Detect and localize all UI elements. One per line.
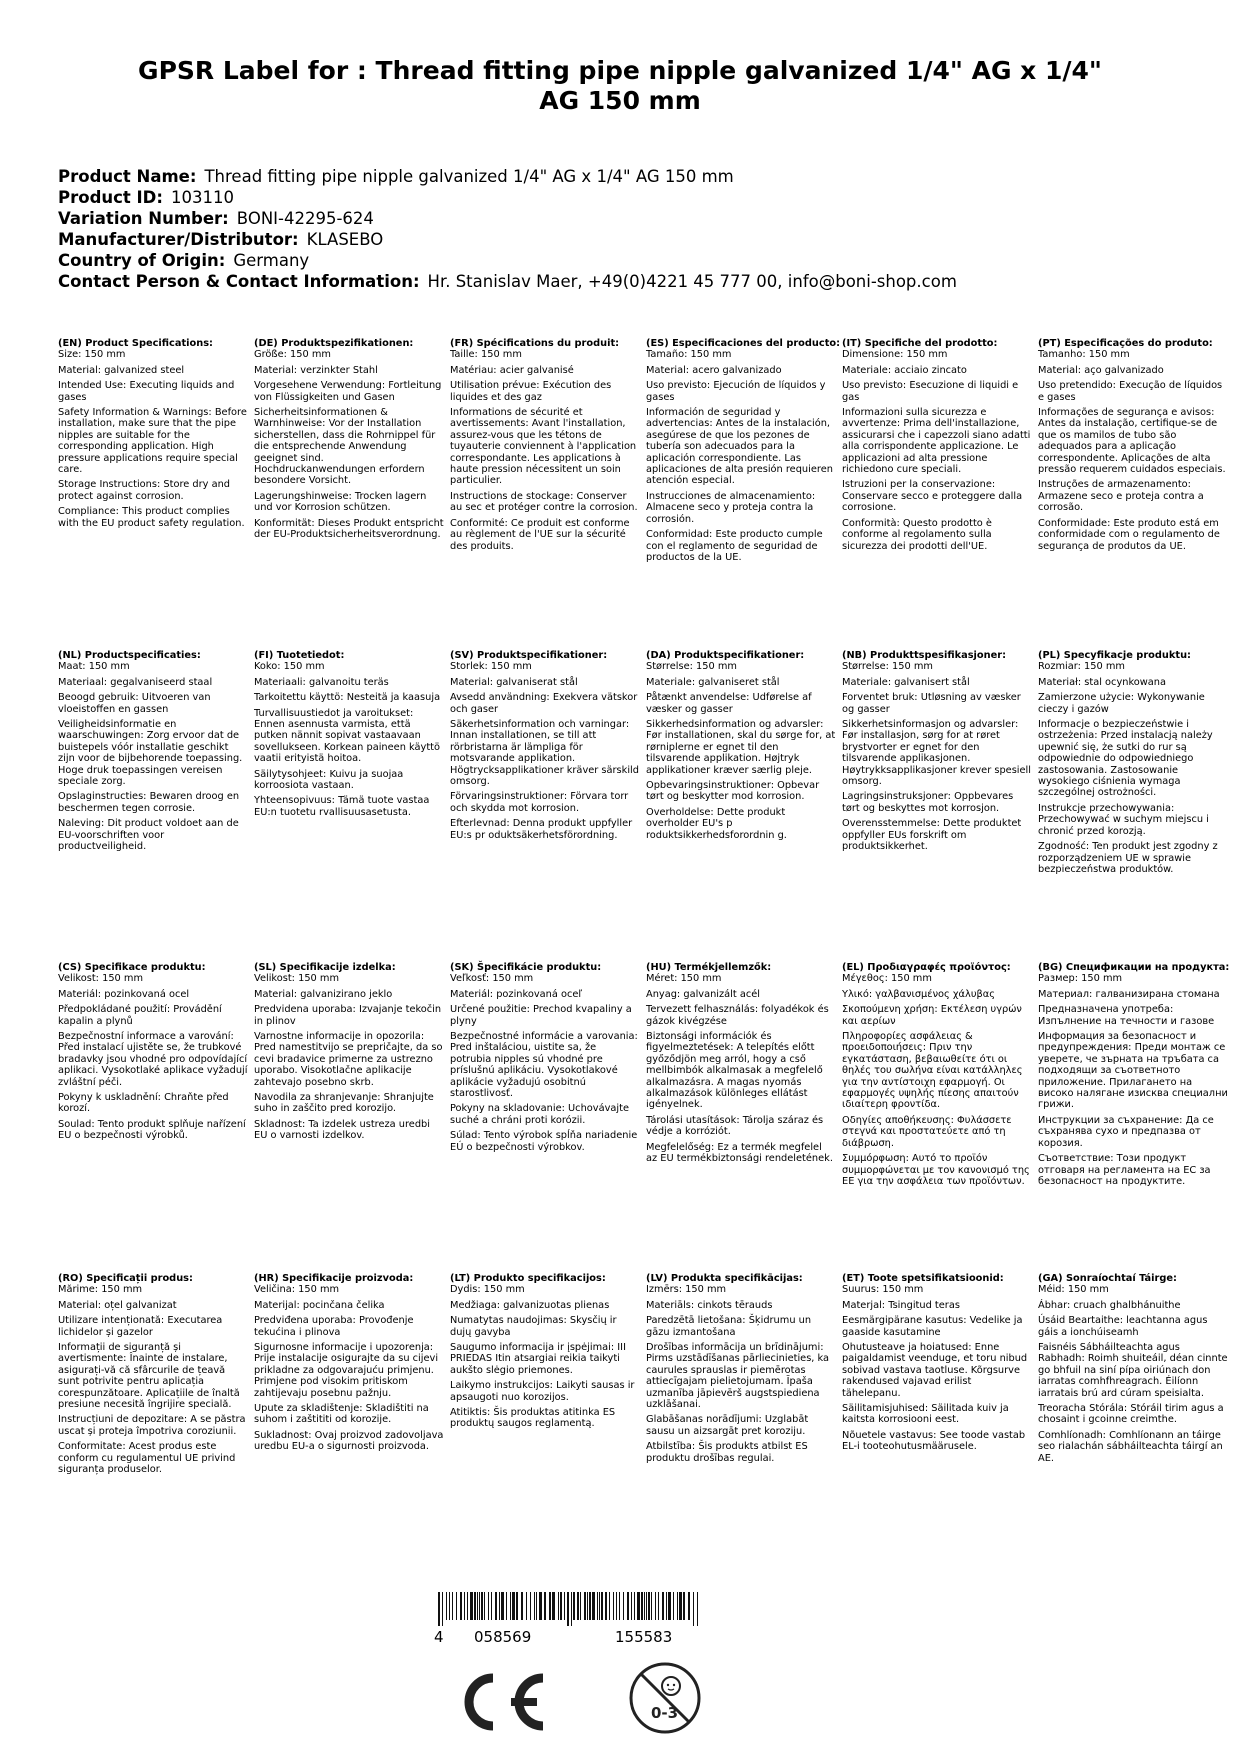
- spec-line: Größe: 150 mm: [254, 349, 331, 361]
- spec-line: Megfelelőség: Ez a termék megfelel az EU termékbiztonsági rendeletének.: [646, 1141, 833, 1165]
- spec-line: Anyag: galvanizált acél: [646, 988, 760, 1000]
- barcode-bar: [613, 1592, 614, 1620]
- barcode-bar: [587, 1592, 588, 1620]
- barcode-bar: [599, 1592, 600, 1620]
- spec-line: Съответствие: Този продукт отговаря на регламента на ЕС за безопасност на продуктите.: [1038, 1153, 1211, 1187]
- barcode-bar: [544, 1592, 546, 1620]
- spec-line: Materijal: pocinčana čelika: [254, 1299, 385, 1311]
- info-key: Manufacturer/Distributor:: [58, 230, 299, 249]
- info-value: 103110: [170, 188, 234, 207]
- barcode-bar: [673, 1592, 674, 1620]
- spec-line: Medžiaga: galvanizuotas plienas: [450, 1299, 610, 1311]
- spec-line: Mărime: 150 mm: [58, 1284, 143, 1296]
- spec-line: Upute za skladištenje: Skladištiti na suhom i zaštititi od korozije.: [254, 1403, 429, 1426]
- spec-line: Materiale: galvanisert stål: [842, 676, 970, 688]
- spec-line: Informazioni sulla sicurezza e avvertenze: Prima dell'installazione, assicurarsi che i capezzoli siano adatti alla corrispondente applicazione. Le applicazioni ad alta pressione richiedono cure speciali.: [842, 407, 1031, 476]
- spec-line: Drošības informācija un brīdinājumi: Pirms uzstādīšanas pārliecinieties, ka caurules sprauslas ir piemērotas attiecīgajam pielietojumam. Īpaša uzmanība jāpievērš augstspiediena uzklāšanai.: [646, 1342, 830, 1411]
- page-title: GPSR Label for : Thread fitting pipe nipple galvanized 1/4" AG x 1/4" AG 150 mm: [138, 56, 1102, 115]
- spec-line: Veiligheidsinformatie en waarschuwingen: Zorg ervoor dat de buistepels vóór installatie geschikt zijn voor de bijbehorende toepassing. Hoge druk toepassingen vereisen speciale zorg.: [58, 719, 243, 788]
- barcode-bar: [460, 1592, 462, 1620]
- spec-heading: (HR) Specifikacije proizvoda:: [254, 1273, 414, 1284]
- spec-block: [646, 338, 841, 567]
- spec-line: Tárolási utasítások: Tárolja száraz és védje a korróziót.: [646, 1114, 824, 1138]
- barcode-bar: [571, 1592, 572, 1626]
- spec-line: Σκοπούμενη χρήση: Εκτέλεση υγρών και αερίων: [842, 1004, 1022, 1027]
- spec-line: Glabāšanas norādījumi: Uzglabāt sausu un aizsargāt pret koroziju.: [646, 1414, 809, 1437]
- spec-block: [450, 650, 640, 845]
- barcode-bar: [658, 1592, 659, 1620]
- spec-line: Naleving: Dit product voldoet aan de EU-voorschriften voor productveiligheid.: [58, 818, 239, 853]
- spec-heading: (HU) Termékjellemzők:: [646, 962, 772, 973]
- spec-line: Bezpečnostné informácie a varovania: Pred inštaláciou, uistite sa, že potrubia nipples sú vhodné pre príslušnú aplikáciu. Vysokotlakové aplikácie vyžadujú osobitnú starostlivosť.: [450, 1031, 638, 1100]
- barcode-bar: [584, 1592, 586, 1620]
- spec-line: Úsáid Beartaithe: leachtanna agus gáis a ionchúiseamh: [1038, 1315, 1208, 1338]
- barcode-bar: [693, 1592, 694, 1626]
- barcode-bar: [506, 1592, 507, 1620]
- barcode-bar: [631, 1592, 632, 1620]
- barcode-bar: [644, 1592, 645, 1620]
- spec-line: Συμμόρφωση: Αυτό το προϊόν συμμορφώνεται με τον κανονισμό της ΕΕ για την ασφάλεια των προϊόντων.: [842, 1153, 1030, 1187]
- spec-line: Soulad: Tento produkt splňuje nařízení EU o bezpečnosti výrobků.: [58, 1118, 246, 1142]
- spec-line: Paredzētā lietošana: Šķidrumu un gāzu izmantošana: [646, 1315, 812, 1338]
- spec-line: Nõuetele vastavus: See toode vastab EL-i tooteohutusmäärusele.: [842, 1429, 1026, 1453]
- spec-line: Informații de siguranță și avertismente: Înainte de instalare, asigurați-vă că sfârcurile de țeavă sunt potrivite pentru aplicația corespunzătoare. Aplicațiile de înaltă presiune necesită îngrijire specială.: [58, 1342, 240, 1411]
- barcode-bar: [474, 1592, 476, 1620]
- spec-line: Tamaño: 150 mm: [646, 349, 732, 361]
- spec-line: Intended Use: Executing liquids and gases: [58, 380, 235, 403]
- spec-line: Compliance: This product complies with the EU product safety regulation.: [58, 506, 245, 529]
- barcode-bar: [534, 1592, 535, 1620]
- spec-heading: (ET) Toote spetsifikatsioonid:: [842, 1273, 1004, 1284]
- spec-heading: (RO) Specificații produs:: [58, 1273, 193, 1284]
- spec-line: Uso previsto: Esecuzione di liquidi e gas: [842, 380, 1019, 403]
- spec-line: Υλικό: γαλβανισμένος χάλυβας: [842, 988, 995, 1000]
- spec-line: Zgodność: Ten produkt jest zgodny z rozporządzeniem UE w sprawie bezpieczeństwa produktów.: [1038, 841, 1218, 875]
- spec-block: [842, 338, 1032, 556]
- spec-block: [1038, 338, 1228, 556]
- info-key: Product Name:: [58, 167, 197, 186]
- barcode-left-digits: 058569: [474, 1628, 532, 1646]
- spec-heading: (EL) Προδιαγραφές προϊόντος:: [842, 962, 1011, 973]
- no-children-0-3-icon: [627, 1660, 703, 1736]
- barcode-bar: [467, 1592, 468, 1620]
- info-row: [58, 250, 957, 271]
- spec-line: Conformité: Ce produit est conforme au règlement de l'UE sur la sécurité des produits.: [450, 517, 630, 552]
- spec-line: Предназначена употреба: Изпълнение на течности и газове: [1038, 1004, 1215, 1027]
- spec-line: Faisnéis Sábháilteachta agus Rabhadh: Roimh shuiteáil, déan cinnte go bhfuil na siní pípa oiriúnach don iarratas comhfhreagrach. Éilíonn iarratais brú ard cúram speisialta.: [1038, 1342, 1228, 1399]
- spec-line: Méid: 150 mm: [1038, 1284, 1109, 1296]
- spec-line: Numatytas naudojimas: Skysčių ir dujų gavyba: [450, 1315, 617, 1338]
- barcode-bar: [484, 1592, 485, 1620]
- spec-line: Materiaali: galvanoitu teräs: [254, 676, 389, 688]
- spec-line: Predviđena uporaba: Provođenje tekućina i plinova: [254, 1315, 414, 1338]
- barcode-bar: [589, 1592, 591, 1620]
- barcode-bar: [549, 1592, 551, 1620]
- spec-line: Påtænkt anvendelse: Udførelse af væsker og gasser: [646, 692, 812, 715]
- spec-heading: (SL) Specifikacije izdelka:: [254, 962, 396, 973]
- spec-block: [842, 1273, 1032, 1457]
- spec-line: Eesmärgipärane kasutus: Vedelike ja gaaside kasutamine: [842, 1315, 1023, 1338]
- spec-heading: (FR) Spécifications du produit:: [450, 338, 620, 349]
- barcode-lead-digit: 4: [434, 1628, 444, 1646]
- barcode-bar: [477, 1592, 478, 1620]
- spec-line: Material: acero galvanizado: [646, 364, 782, 376]
- barcode-bar: [488, 1592, 489, 1620]
- spec-line: Størrelse: 150 mm: [646, 661, 737, 673]
- product-info: [58, 166, 957, 292]
- spec-line: Zamierzone użycie: Wykonywanie cieczy i gazów: [1038, 692, 1205, 715]
- barcode-bar: [512, 1592, 515, 1620]
- barcode-bar: [442, 1592, 443, 1626]
- spec-heading: (NB) Produkttspesifikasjoner:: [842, 650, 1006, 661]
- spec-line: Информация за безопасност и предупреждения: Преди монтаж се уверете, че зърната на тръбата са подходящи за съответното приложение. Прилагането на високо налягане изисква специални грижи.: [1038, 1031, 1228, 1111]
- spec-line: Förvaringsinstruktioner: Förvara torr och skydda mot korrosion.: [450, 791, 629, 814]
- spec-line: Conformidad: Este producto cumple con el reglamento de seguridad de productos de la UE.: [646, 529, 823, 563]
- spec-line: Forventet bruk: Utløsning av væsker og gasser: [842, 692, 1021, 715]
- barcode-bar: [609, 1592, 610, 1620]
- info-value: KLASEBO: [306, 230, 384, 249]
- spec-line: Opbevaringsinstruktioner: Opbevar tørt og beskytter mod korrosion.: [646, 780, 820, 803]
- barcode-bar: [580, 1592, 581, 1620]
- barcode-bar: [573, 1592, 575, 1620]
- spec-line: Material: aço galvanizado: [1038, 364, 1164, 376]
- spec-line: Uso pretendido: Execução de líquidos e gases: [1038, 380, 1223, 403]
- barcode-bar: [619, 1592, 620, 1620]
- spec-heading: (DA) Produktspecifikationer:: [646, 650, 805, 661]
- spec-block: [58, 650, 248, 857]
- barcode-bar: [592, 1592, 595, 1620]
- spec-block: [450, 962, 640, 1157]
- barcode-bar: [616, 1592, 617, 1620]
- spec-line: Treoracha Stórála: Stóráil tirim agus a chosaint i gcoinne creimthe.: [1038, 1403, 1224, 1426]
- barcode-bar: [662, 1592, 664, 1620]
- spec-line: Matériau: acier galvanisé: [450, 364, 574, 376]
- spec-line: Istruzioni per la conservazione: Conservare secco e proteggere dalla corrosione.: [842, 479, 1023, 514]
- spec-heading: (PL) Specyfikacje produktu:: [1038, 650, 1191, 661]
- spec-line: Material: verzinkter Stahl: [254, 364, 378, 376]
- spec-line: Informacje o bezpieczeństwie i ostrzeżenia: Przed instalacją należy upewnić się, że sutki do rur są odpowiednie do odpowiedniego zastosowania. Zastosowanie wysokiego ciśnienia wymaga szczególnej ostrożności.: [1038, 719, 1213, 799]
- spec-line: Predvidena uporaba: Izvajanje tekočin in plinov: [254, 1004, 442, 1027]
- barcode-bar: [464, 1592, 465, 1620]
- spec-heading: (LT) Produkto specifikacijos:: [450, 1273, 606, 1284]
- spec-line: Comhlíonadh: Comhlíonann an táirge seo rialachán sábháilteachta táirgí an AE.: [1038, 1429, 1223, 1464]
- info-value: BONI-42295-624: [236, 209, 374, 228]
- spec-line: Turvallisuustiedot ja varoitukset: Ennen asennusta varmista, että putken nännit sopivat vastaavaan sovellukseen. Korkean paineen käyttö vaatii erityistä hoitoa.: [254, 707, 440, 765]
- barcode-bar: [637, 1592, 640, 1620]
- spec-line: Lagerungshinweise: Trocken lagern und vor Korrosion schützen.: [254, 490, 427, 514]
- spec-block: [1038, 650, 1228, 879]
- barcode-bar: [479, 1592, 480, 1620]
- spec-block: [646, 1273, 836, 1468]
- spec-line: Předpokládané použití: Provádění kapalin a plynů: [58, 1004, 222, 1027]
- spec-heading: (FI) Tuotetiedot:: [254, 650, 345, 661]
- spec-line: Safety Information & Warnings: Before installation, make sure that the pipe nipples are suitable for the corresponding application. High pressure applications require special care.: [58, 407, 247, 476]
- barcode-bar: [530, 1592, 531, 1620]
- info-key: Variation Number:: [58, 209, 229, 228]
- barcode-bar: [536, 1592, 537, 1620]
- spec-line: Información de seguridad y advertencias: Antes de la instalación, asegúrese de que los pezones de tubería son adecuados para la aplicación correspondiente. Las aplicaciones de alta presión requieren atención especial.: [646, 407, 833, 487]
- barcode-bar: [470, 1592, 473, 1620]
- spec-line: Tervezett felhasználás: folyadékok és gázok kivégzése: [646, 1004, 829, 1027]
- spec-line: Pokyny na skladovanie: Uchovávajte suché a chráni proti korózii.: [450, 1103, 629, 1126]
- spec-line: Material: galvanizirano jeklo: [254, 988, 393, 1000]
- spec-line: Πληροφορίες ασφάλειας & προειδοποιήσεις: Πριν την εγκατάσταση, βεβαιωθείτε ότι οι θηλές του σωλήνα είναι κατάλληλες για την αντίστοιχη εφαρμογή. Οι εφαρμογές υψηλής πίεσης απαιτούν ιδιαίτερη φροντίδα.: [842, 1031, 1023, 1111]
- spec-block: [842, 650, 1032, 857]
- spec-line: Atbilstība: Šis produkts atbilst ES produktu drošības regulai.: [646, 1441, 808, 1464]
- info-row: [58, 187, 957, 208]
- spec-block: [842, 962, 1032, 1191]
- barcode-bar: [623, 1592, 624, 1620]
- spec-line: Material: galvanized steel: [58, 364, 185, 376]
- spec-line: Sicherheitsinformationen & Warnhinweise: Vor der Installation sicherstellen, dass die Rohrnippel für die entsprechende Anwendung geeignet sind. Hochdruckanwendungen erfordern besondere Vorsicht.: [254, 407, 436, 487]
- spec-line: Tamanho: 150 mm: [1038, 349, 1130, 361]
- spec-line: Varnostne informacije in opozorila: Pred namestitvijo se prepričajte, da so cevi bradavice primerne za ustrezno uporabo. Visokotlačne aplikacije zahtevajo posebno skrb.: [254, 1031, 443, 1088]
- spec-line: Μέγεθος: 150 mm: [842, 973, 932, 985]
- spec-heading: (SV) Produktspecifikationer:: [450, 650, 608, 661]
- spec-line: Lagringsinstruksjoner: Oppbevares tørt og beskyttes mot korrosjon.: [842, 791, 1014, 814]
- barcode-bar: [679, 1592, 682, 1620]
- info-value: Hr. Stanislav Maer, +49(0)4221 45 777 00, info@boni-shop.com: [427, 272, 957, 291]
- info-row: [58, 166, 957, 187]
- spec-block: [646, 962, 836, 1169]
- spec-line: Suurus: 150 mm: [842, 1284, 924, 1296]
- info-key: Country of Origin:: [58, 251, 226, 270]
- spec-line: Størrelse: 150 mm: [842, 661, 933, 673]
- info-row: [58, 271, 957, 292]
- spec-line: Materjal: Tsingitud teras: [842, 1299, 960, 1311]
- spec-line: Instrucciones de almacenamiento: Almacene seco y proteja contra la corrosión.: [646, 490, 816, 525]
- spec-line: Säilitamisjuhised: Säilitada kuiv ja kaitsta korrosiooni eest.: [842, 1403, 1009, 1426]
- spec-line: Materiał: stal ocynkowana: [1038, 676, 1166, 688]
- barcode-bar: [648, 1592, 650, 1620]
- spec-line: Conformità: Questo prodotto è conforme al regolamento sulla sicurezza dei prodotti dell'UE.: [842, 517, 992, 552]
- spec-line: Storage Instructions: Store dry and protect against corrosion.: [58, 479, 230, 502]
- spec-heading: (ES) Especificaciones del producto:: [646, 338, 841, 349]
- info-row: [58, 208, 957, 229]
- barcode-bar: [539, 1592, 542, 1620]
- spec-block: [58, 962, 248, 1146]
- spec-heading: (IT) Specifiche del prodotto:: [842, 338, 998, 349]
- spec-line: Efterlevnad: Denna produkt uppfyller EU:s pr oduktsäkerhetsförordning.: [450, 818, 633, 841]
- barcode-bar: [564, 1592, 565, 1620]
- spec-line: Yhteensopivuus: Tämä tuote vastaa EU:n tuotetu rvallisuusasetusta.: [254, 795, 430, 818]
- barcode-bar: [438, 1592, 440, 1626]
- spec-line: Ohutusteave ja hoiatused: Enne paigaldamist veenduge, et toru nibud sobivad vastava taotluse. Kõrgsurve rakendused vajavad erilist tähelepanu.: [842, 1342, 1028, 1399]
- spec-line: Materiale: acciaio zincato: [842, 364, 967, 376]
- spec-block: [254, 1273, 444, 1457]
- spec-line: Konformität: Dieses Produkt entspricht der EU-Produktsicherheitsverordnung.: [254, 517, 444, 541]
- info-row: [58, 229, 957, 250]
- spec-line: Utilisation prévue: Exécution des liquides et des gaz: [450, 380, 612, 403]
- spec-line: Určené použitie: Prechod kvapaliny a plyny: [450, 1004, 632, 1027]
- info-key: Contact Person & Contact Information:: [58, 272, 420, 291]
- spec-line: Instructions de stockage: Conserver au sec et protéger contre la corrosion.: [450, 490, 638, 514]
- ce-mark-icon: [453, 1672, 553, 1732]
- spec-line: Skladnost: Ta izdelek ustreza uredbi EU o varnosti izdelkov.: [254, 1118, 430, 1142]
- barcode-bar: [683, 1592, 685, 1620]
- spec-block: [450, 338, 640, 556]
- barcode-right-digits: 155583: [615, 1628, 673, 1646]
- barcode-bar: [627, 1592, 629, 1620]
- barcode-bar: [456, 1592, 457, 1620]
- barcode-bar: [449, 1592, 450, 1620]
- spec-line: Sukladnost: Ovaj proizvod zadovoljava uredbu EU-a o sigurnosti proizvoda.: [254, 1429, 444, 1453]
- spec-line: Materiaal: gegalvaniseerd staal: [58, 676, 213, 688]
- barcode-bar: [666, 1592, 667, 1620]
- barcode-bar: [597, 1592, 598, 1620]
- spec-line: Laikymo instrukcijos: Laikyti sausas ir apsaugoti nuo korozijos.: [450, 1380, 635, 1403]
- spec-line: Sikkerhetsinformasjon og advarsler: Før installasjon, sørg for at røret brystvorter er egnet for den tilsvarende applikasjonen. Høytrykksapplikasjoner krever spesiell omsorg.: [842, 719, 1031, 788]
- spec-line: Storlek: 150 mm: [450, 661, 532, 673]
- barcode-bar: [552, 1592, 555, 1620]
- info-value: Thread fitting pipe nipple galvanized 1/4" AG x 1/4" AG 150 mm: [204, 167, 734, 186]
- info-key: Product ID:: [58, 188, 163, 207]
- spec-line: Οδηγίες αποθήκευσης: Φυλάσσετε στεγνά και προστατεύετε από τη διάβρωση.: [842, 1114, 1012, 1149]
- barcode-bar: [697, 1592, 698, 1626]
- barcode-bar: [560, 1592, 562, 1620]
- spec-line: Veličina: 150 mm: [254, 1284, 340, 1296]
- barcode-bar: [688, 1592, 690, 1620]
- age-label: 0-3: [651, 1704, 679, 1722]
- spec-line: Conformitate: Acest produs este conform cu regulamentul UE privind siguranța produselor.: [58, 1441, 236, 1476]
- spec-heading: (NL) Productspecificaties:: [58, 650, 201, 661]
- spec-line: Bezpečnostní informace a varování: Před instalací ujistěte se, že trubkové bradavky jsou vhodné pro odpovídající aplikaci. Vysokotlaké aplikace vyžadují zvláštní péči.: [58, 1031, 248, 1088]
- barcode-bar: [516, 1592, 518, 1620]
- barcode-bar: [651, 1592, 652, 1620]
- spec-line: Atitiktis: Šis produktas atitinka ES produktų saugos reglamentą.: [450, 1407, 616, 1430]
- spec-line: Material: oțel galvanizat: [58, 1299, 177, 1311]
- spec-line: Dimensione: 150 mm: [842, 349, 948, 361]
- spec-line: Koko: 150 mm: [254, 661, 325, 673]
- spec-heading: (GA) Sonraíochtaí Táirge:: [1038, 1273, 1177, 1284]
- spec-line: Utilizare intenționată: Executarea lichidelor și gazelor: [58, 1315, 223, 1338]
- barcode-bar: [641, 1592, 643, 1620]
- barcode-bar: [634, 1592, 635, 1620]
- spec-line: Conformidade: Este produto está em conformidade com o regulamento de segurança de produtos da UE.: [1038, 517, 1220, 552]
- barcode-bar: [677, 1592, 678, 1620]
- spec-line: Säilytysohjeet: Kuivu ja suojaa korroosiota vastaan.: [254, 768, 404, 792]
- spec-block: [646, 650, 836, 845]
- spec-line: Saugumo informacija ir įspėjimai: III PRIEDAS Itin atsargiai reikia taikyti aukšto slėgio priemones.: [450, 1342, 626, 1376]
- spec-block: [58, 338, 248, 533]
- barcode-bar: [495, 1592, 497, 1620]
- spec-line: Biztonsági információk és figyelmeztetések: A telepítés előtt győződjön meg arról, hogy a cső mellbimbók alkalmasak a megfelelő alkalmazásra. A magas nyomás alkalmazások különleges ellátást igényelnek.: [646, 1031, 823, 1111]
- barcode-bar: [655, 1592, 656, 1620]
- spec-line: Sigurnosne informacije i upozorenja: Prije instalacije osigurajte da su cijevi prikladne za odgovarajuću primjenu. Primjene pod visokim pritiskom zahtijevaju posebnu pažnju.: [254, 1342, 439, 1399]
- barcode-bars: [438, 1592, 700, 1626]
- spec-line: Opslaginstructies: Bewaren droog en beschermen tegen corrosie.: [58, 791, 240, 814]
- spec-line: Veľkosť: 150 mm: [450, 973, 534, 985]
- spec-line: Súlad: Tento výrobok spĺňa nariadenie EÚ o bezpečnosti výrobkov.: [450, 1130, 638, 1153]
- spec-line: Avsedd användning: Exekvera vätskor och gaser: [450, 692, 638, 715]
- spec-line: Materiál: pozinkovaná oceľ: [450, 988, 583, 1000]
- spec-line: Pokyny k uskladnění: Chraňte před korozí.: [58, 1092, 229, 1115]
- spec-line: Instrukcje przechowywania: Przechowywać w suchym miejscu i chronić przed korozją.: [1038, 802, 1209, 837]
- spec-line: Velikost: 150 mm: [254, 973, 339, 985]
- spec-line: Rozmiar: 150 mm: [1038, 661, 1125, 673]
- spec-line: Navodila za shranjevanje: Shranjujte suho in zaščito pred korozijo.: [254, 1092, 434, 1115]
- spec-line: Material: galvaniserat stål: [450, 676, 578, 688]
- spec-heading: (PT) Especificações do produto:: [1038, 338, 1213, 349]
- spec-block: [1038, 962, 1228, 1191]
- spec-heading: (BG) Спецификации на продукта:: [1038, 962, 1230, 973]
- spec-line: Overensstemmelse: Dette produktet oppfyller EUs forskrift om produktsikkerhet.: [842, 818, 1022, 853]
- barcode-bar: [481, 1592, 483, 1620]
- spec-line: Materiāls: cinkots tērauds: [646, 1299, 773, 1311]
- spec-block: [254, 962, 444, 1146]
- spec-line: Beoogd gebruik: Uitvoeren van vloeistoffen en gassen: [58, 692, 211, 715]
- spec-line: Tarkoitettu käyttö: Nesteitä ja kaasuja: [254, 692, 441, 704]
- barcode-bar: [601, 1592, 603, 1620]
- spec-block: [254, 338, 444, 545]
- barcode-bar: [491, 1592, 492, 1620]
- spec-line: Size: 150 mm: [58, 349, 126, 361]
- spec-line: Materiál: pozinkovaná ocel: [58, 988, 190, 1000]
- barcode-bar: [567, 1592, 569, 1626]
- spec-heading: (SK) Špecifikácie produktu:: [450, 962, 602, 973]
- barcode-bar: [510, 1592, 511, 1620]
- barcode-bar: [521, 1592, 523, 1620]
- spec-line: Taille: 150 mm: [450, 349, 522, 361]
- spec-heading: (EN) Product Specifications:: [58, 338, 213, 349]
- spec-line: Overholdelse: Dette produkt overholder EU's p roduktsikkerhedsforordnin g.: [646, 806, 787, 841]
- spec-line: Размер: 150 mm: [1038, 973, 1123, 985]
- spec-line: Materiale: galvaniseret stål: [646, 676, 780, 688]
- info-value: Germany: [233, 251, 310, 270]
- barcode-bar: [526, 1592, 527, 1620]
- spec-block: [254, 650, 444, 822]
- spec-heading: (LV) Produkta specifikācijas:: [646, 1273, 803, 1284]
- spec-line: Инструкции за съхранение: Да се съхранява сухо и предпазва от корозия.: [1038, 1114, 1214, 1149]
- spec-line: Ábhar: cruach ghalbhánuithe: [1038, 1299, 1181, 1311]
- spec-heading: (DE) Produktspezifikationen:: [254, 338, 414, 349]
- spec-line: Материал: галванизирана стомана: [1038, 988, 1220, 1000]
- spec-line: Velikost: 150 mm: [58, 973, 143, 985]
- spec-line: Informations de sécurité et avertissements: Avant l'installation, assurez-vous que les tétons de tuyauterie conviennent à l'application correspondante. Les applications à haute pression nécessitent un soin particulier.: [450, 407, 637, 487]
- spec-line: Säkerhetsinformation och varningar: Innan installationen, se till att rörbristarna är lämpliga för motsvarande applikation. Högtrycksapplikationer kräver särskild omsorg.: [450, 719, 639, 788]
- barcode-bar: [558, 1592, 559, 1620]
- spec-block: [450, 1273, 640, 1434]
- spec-line: Maat: 150 mm: [58, 661, 130, 673]
- spec-line: Instrucțiuni de depozitare: A se păstra uscat și proteja împotriva coroziunii.: [58, 1414, 246, 1437]
- spec-line: Uso previsto: Ejecución de líquidos y gases: [646, 380, 826, 403]
- spec-line: Izmērs: 150 mm: [646, 1284, 727, 1296]
- spec-block: [1038, 1273, 1228, 1468]
- barcode-bar: [452, 1592, 453, 1620]
- barcode-bar: [605, 1592, 607, 1620]
- spec-line: Instruções de armazenamento: Armazene seco e proteja contra a corrosão.: [1038, 479, 1204, 514]
- spec-block: [58, 1273, 248, 1480]
- barcode-bar: [668, 1592, 671, 1620]
- spec-line: Méret: 150 mm: [646, 973, 722, 985]
- barcode-bar: [646, 1592, 647, 1620]
- barcode-bar: [499, 1592, 500, 1620]
- spec-line: Sikkerhedsinformation og advarsler: Før installationen, skal du sørge for, at rørniplerne er egnet til den tilsvarende applikation. Højtryk applikationer kræver særlig pleje.: [646, 719, 836, 776]
- spec-heading: (CS) Specifikace produktu:: [58, 962, 206, 973]
- barcode-bar: [446, 1592, 447, 1620]
- spec-line: Vorgesehene Verwendung: Fortleitung von Flüssigkeiten und Gasen: [254, 380, 442, 403]
- barcode-bar: [577, 1592, 579, 1620]
- barcode-bar: [501, 1592, 504, 1620]
- spec-line: Informações de segurança e avisos: Antes da instalação, certifique-se de que os mamilos de tubo são adequados para a aplicação correspondente. Aplicações de alta pressão requerem cuidados especiais.: [1038, 407, 1226, 476]
- spec-line: Dydis: 150 mm: [450, 1284, 525, 1296]
